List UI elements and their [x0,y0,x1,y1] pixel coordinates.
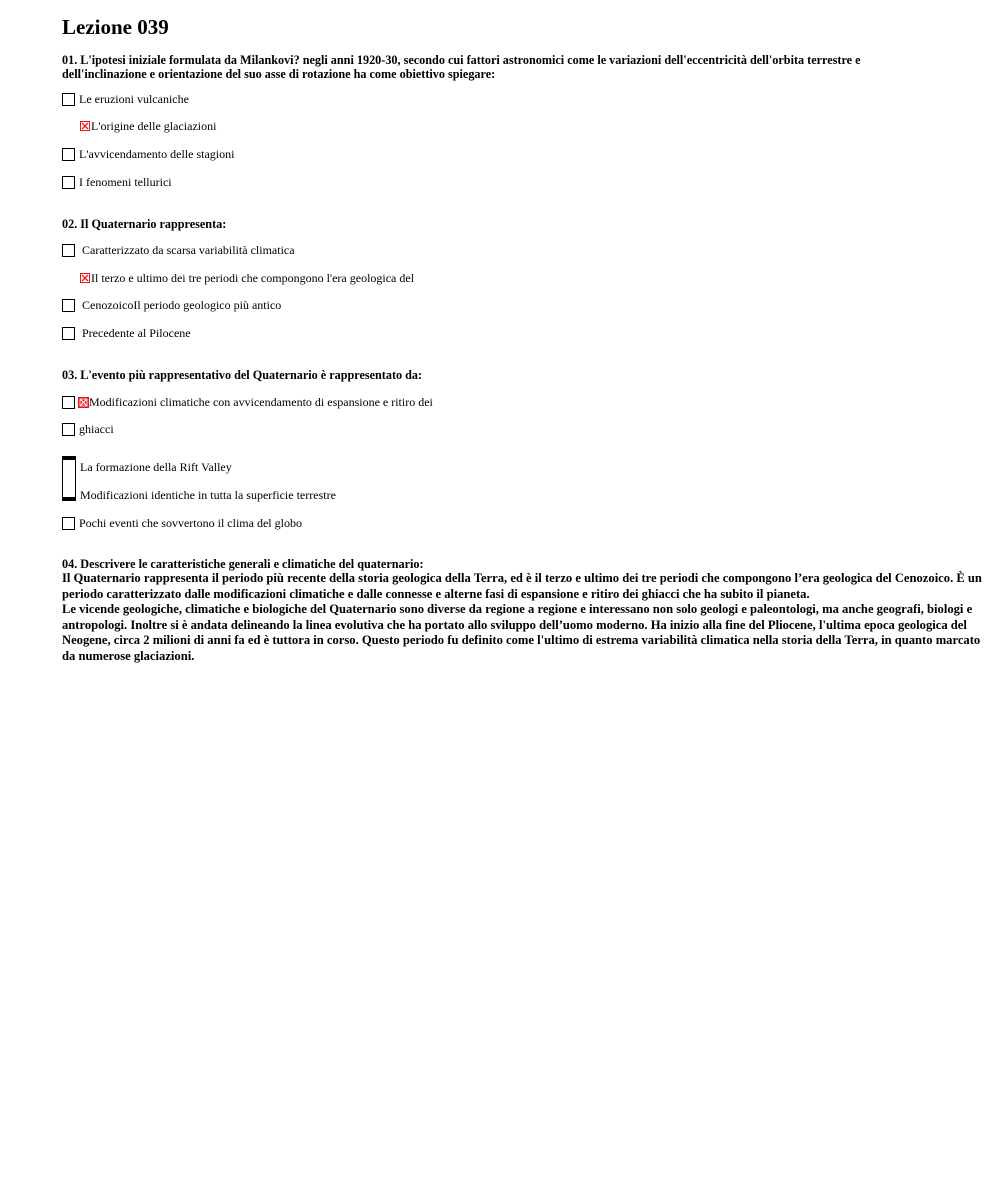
checkbox-icon[interactable] [62,423,75,436]
q02-option-4[interactable] [62,325,191,341]
q03-option-4[interactable] [80,487,336,503]
option-label: La formazione della Rift Valley [80,460,232,474]
checkbox-icon[interactable] [62,244,75,257]
option-label: L'avvicendamento delle stagioni [79,147,235,161]
option-label: Il terzo e ultimo dei tre periodi che compongono l'era geologica del [91,271,415,285]
option-label: I fenomeni tellurici [79,175,172,189]
option-label: Precedente al Pilocene [82,326,191,340]
checkbox-icon[interactable] [62,396,75,409]
page-title: Lezione 039 [62,15,169,39]
checkbox-icon[interactable] [62,93,75,106]
checkbox-icon[interactable] [62,327,75,340]
q01-option-4[interactable] [62,174,172,190]
question-03-text: 03. L'evento più rappresentativo del Quaternario è rappresentato da: [62,368,423,382]
q03-option-5[interactable] [62,515,302,531]
checkbox-icon[interactable] [62,299,75,312]
q03-option-3[interactable] [80,459,232,475]
q01-option-2[interactable] [80,118,216,134]
checkbox-icon[interactable] [62,148,75,161]
answer-text [62,571,992,665]
option-label: Pochi eventi che sovvertono il clima del globo [79,516,302,530]
q03-option-2[interactable] [62,421,114,437]
answer-paragraph: Le vicende geologiche, climatiche e biologiche del Quaternario sono diverse da regione a regione e interessano non solo geologi e paleontologi, ma anche geografi, biologi e antropologi. Inoltre si è andata delineando la linea evolutiva che ha portato allo sviluppo dell’uomo moderno. Ha inizio alla fine del Pliocene, l'ultima epoca geologica del Neogene, circa 2 milioni di anni fa ed è tuttora in corso. Questo periodo fu definito come l'ultimo di estrema variabilità climatica nella storia della Terra, in quanto marcato da numerose glaciazioni. [62,602,981,663]
checkbox-icon[interactable] [62,456,76,501]
checkbox-icon[interactable] [62,176,75,189]
question-01-text: 01. L'ipotesi iniziale formulata da Milankovi? negli anni 1920-30, secondo cui fattori astronomici come le variazioni dell'eccentricità dell'orbita terrestre e dell'inclinazione e orientazione del suo asse di rotazione ha come obiettivo spiegare: [62,53,861,81]
option-label: ghiacci [79,422,114,436]
q01-option-1[interactable] [62,91,189,107]
q02-option-3[interactable] [62,297,281,313]
option-label: CenozoicoIl periodo geologico più antico [82,298,282,312]
checked-mark-icon[interactable] [80,273,90,283]
q01-option-3[interactable] [62,146,234,162]
q02-option-1[interactable] [62,242,295,258]
checkbox-icon[interactable] [62,517,75,530]
q03-option-1[interactable] [62,394,433,410]
option-label: Modificazioni climatiche con avvicendamento di espansione e ritiro dei [89,395,433,409]
q02-option-2[interactable] [80,270,414,286]
question-04-text: 04. Descrivere le caratteristiche generali e climatiche del quaternario: [62,557,424,571]
option-label: Caratterizzato da scarsa variabilità climatica [82,243,295,257]
option-label: Modificazioni identiche in tutta la superficie terrestre [80,488,336,502]
option-label: Le eruzioni vulcaniche [79,92,189,106]
checked-mark-icon[interactable] [80,121,90,131]
answer-paragraph: Il Quaternario rappresenta il periodo più recente della storia geologica della Terra, ed è il terzo e ultimo dei tre periodi che compongono l’era geologica del Cenozoico. È un periodo caratterizzato dalle modificazioni climatiche e dalle connesse e alterne fasi di espansione e ritiro dei ghiacci che ha subito il pianeta. [62,571,982,601]
option-label: L'origine delle glaciazioni [91,119,217,133]
question-02-text: 02. Il Quaternario rappresenta: [62,217,227,231]
checked-mark-icon[interactable] [78,397,89,408]
